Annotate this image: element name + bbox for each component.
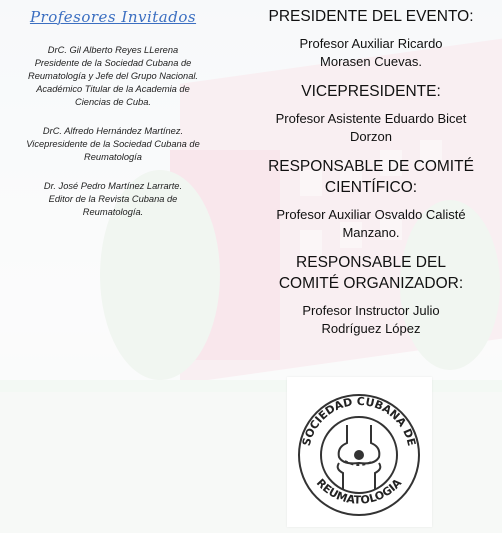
svg-text:SOCIEDAD CUBANA DE — [300, 395, 418, 447]
guest-entry: DrC. Alfredo Hernández Martínez. Vicepresidente de la Sociedad Cubana de Reumatología — [26, 126, 200, 162]
society-logo — [287, 377, 432, 527]
role-heading: RESPONSABLE DE COMITÉ CIENTÍFICO: — [268, 158, 474, 196]
role-heading: VICEPRESIDENTE: — [301, 83, 441, 100]
logo-bottom-text: REUMATOLOGIA — [313, 476, 405, 507]
role-heading: PRESIDENTE DEL EVENTO: — [268, 8, 474, 25]
committee-section — [240, 6, 502, 348]
role-person: Profesor Instructor Julio Rodríguez López — [302, 303, 440, 336]
role-person: Profesor Auxiliar Ricardo Morasen Cuevas. — [299, 36, 443, 69]
role-heading: RESPONSABLE DEL COMITÉ ORGANIZADOR: — [278, 254, 464, 292]
invited-professors-section — [8, 4, 218, 235]
joint-icon — [338, 425, 381, 489]
invited-professors-title: Profesores Invitados — [29, 8, 197, 26]
guest-entry: Dr. José Pedro Martínez Larrarte. Editor de la Revista Cubana de Reumatología. — [43, 181, 183, 217]
role-person: Profesor Asistente Eduardo Bicet Dorzon — [275, 111, 467, 144]
svg-text:REUMATOLOGIA — [314, 476, 405, 507]
guest-entry: DrC. Gil Alberto Reyes LLerena Presidente de la Sociedad Cubana de Reumatología y Jefe del Grupo Nacional. Académico Titular de la Academia de Ciencias de Cuba. — [27, 45, 199, 107]
logo-top-text: SOCIEDAD CUBANA DE — [299, 394, 419, 448]
role-person: Profesor Auxiliar Osvaldo Calisté Manzano. — [276, 207, 466, 240]
